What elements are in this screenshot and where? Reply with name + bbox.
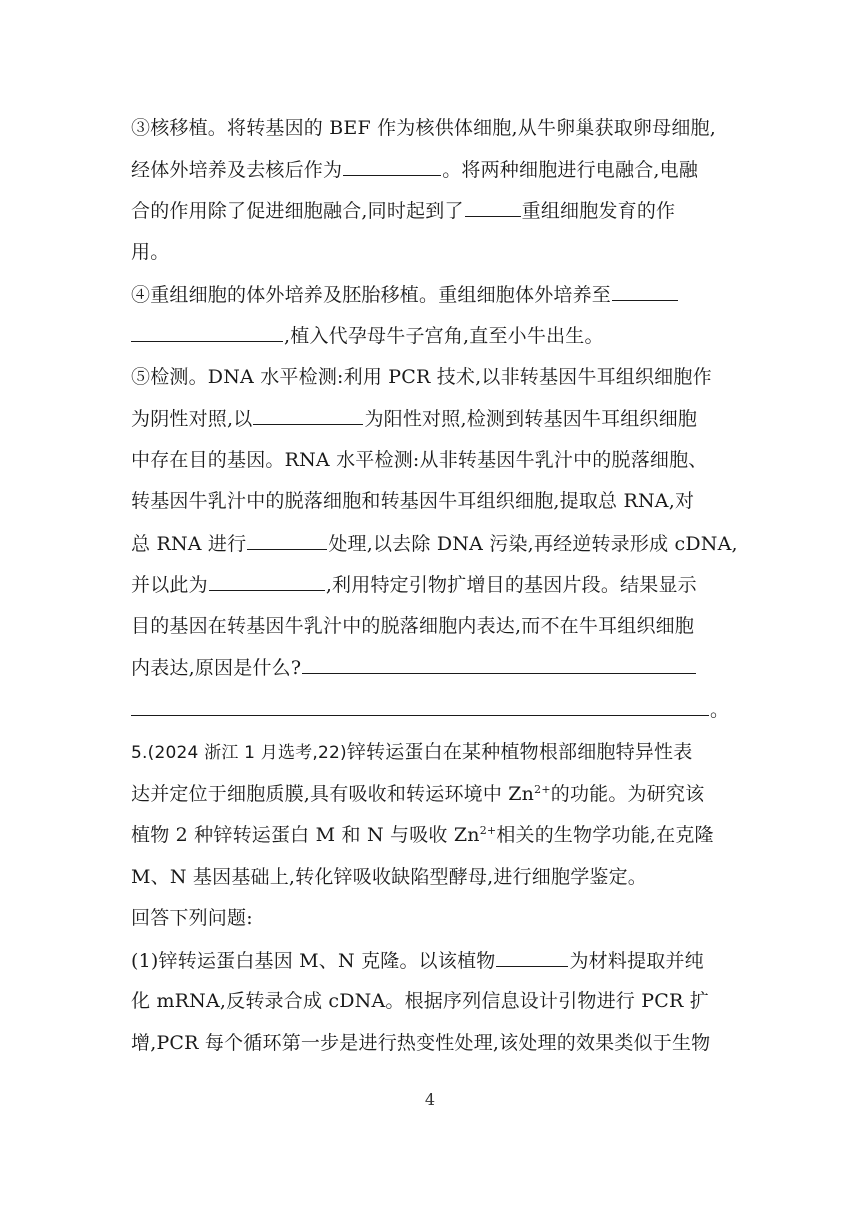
text: 达并定位于细胞质膜,具有吸收和转运环境中 Zn — [131, 783, 535, 805]
text: ③核移植。将转基因的 BEF 作为核供体细胞,从牛卵巢获取卵母细胞, — [131, 117, 716, 139]
text-line — [131, 782, 704, 806]
text: 合的作用除了促进细胞融合,同时起到了 — [131, 200, 464, 222]
page-number: 4 — [424, 1090, 436, 1109]
text: 中存在目的基因。RNA 水平检测:从非转基因牛乳汁中的脱落细胞、 — [131, 449, 708, 471]
text-line — [131, 906, 253, 930]
text: 内表达,原因是什么? — [131, 657, 302, 679]
text-line — [131, 157, 698, 182]
text: 。 — [710, 699, 730, 721]
text-line — [131, 323, 604, 348]
text-line — [131, 614, 694, 638]
text: M、N 基因基础上,转化锌吸收缺陷型酵母,进行细胞学鉴定。 — [131, 866, 647, 888]
text-line — [131, 1031, 710, 1055]
text-line — [131, 116, 716, 140]
text-line — [131, 697, 729, 722]
text-line — [131, 282, 679, 307]
answer-blank[interactable] — [253, 406, 363, 425]
answer-blank[interactable] — [343, 157, 441, 176]
answer-blank[interactable] — [247, 531, 327, 550]
text: 为阳性对照,检测到转基因牛耳组织细胞 — [364, 408, 698, 430]
text: 相关的生物学功能,在克隆 — [496, 824, 714, 846]
text-line — [131, 448, 708, 472]
text: (1)锌转运蛋白基因 M、N 克隆。以该植物 — [131, 950, 496, 972]
text: ,利用特定引物扩增目的基因片段。结果显示 — [325, 574, 697, 596]
text: 目的基因在转基因牛乳汁中的脱落细胞内表达,而不在牛耳组织细胞 — [131, 615, 695, 637]
superscript: 2+ — [479, 824, 497, 837]
answer-blank[interactable] — [496, 948, 568, 967]
text: ④重组细胞的体外培养及胚胎移植。重组细胞体外培养至 — [131, 284, 612, 306]
text-line — [131, 865, 647, 889]
question-5-line — [131, 740, 692, 765]
text: 增,PCR 每个循环第一步是进行热变性处理,该处理的效果类似于生物 — [131, 1032, 711, 1054]
text: 为材料提取并纯 — [569, 950, 704, 972]
text: 转基因牛乳汁中的脱落细胞和转基因牛耳组织细胞,提取总 RNA,对 — [131, 490, 695, 512]
text-line — [131, 365, 712, 389]
text-line — [131, 989, 709, 1013]
answer-blank[interactable] — [612, 282, 678, 301]
text: ⑤检测。DNA 水平检测:利用 PCR 技术,以非转基因牛耳组织细胞作 — [131, 366, 712, 388]
text: 处理,以去除 DNA 污染,再经逆转录形成 cDNA, — [328, 533, 738, 555]
text: 经体外培养及去核后作为 — [131, 159, 343, 181]
text-line — [131, 948, 704, 973]
text: 重组细胞发育的作 — [521, 200, 676, 222]
text-line — [131, 198, 675, 223]
answer-blank[interactable] — [302, 655, 696, 674]
text: 用。 — [131, 241, 170, 263]
text: 为阴性对照,以 — [131, 408, 253, 430]
text-line — [131, 406, 697, 431]
answer-blank[interactable] — [209, 572, 325, 591]
answer-blank[interactable] — [465, 198, 521, 217]
text: 锌转运蛋白在某种植物根部细胞特异性表 — [346, 741, 693, 763]
text: 化 mRNA,反转录合成 cDNA。根据序列信息设计引物进行 PCR 扩 — [131, 990, 709, 1012]
text: 的功能。为研究该 — [550, 783, 705, 805]
text-line — [131, 489, 694, 513]
text: 并以此为 — [131, 574, 208, 596]
text-line — [131, 572, 697, 597]
text-line — [131, 655, 697, 680]
text: ,植入代孕母牛子宫角,直至小牛出生。 — [284, 325, 604, 347]
text-line — [131, 531, 738, 556]
text: 总 RNA 进行 — [131, 533, 247, 555]
answer-blank[interactable] — [131, 697, 709, 716]
text: 植物 2 种锌转运蛋白 M 和 N 与吸收 Zn — [131, 824, 480, 846]
text-line — [131, 823, 714, 847]
question-source: 5.(2024 浙江 1 月选考,22) — [131, 743, 347, 763]
superscript: 2+ — [534, 783, 551, 796]
text: 。将两种细胞进行电融合,电融 — [442, 159, 699, 181]
text-line — [131, 240, 169, 264]
answer-blank[interactable] — [131, 323, 283, 342]
text: 回答下列问题: — [131, 907, 253, 929]
